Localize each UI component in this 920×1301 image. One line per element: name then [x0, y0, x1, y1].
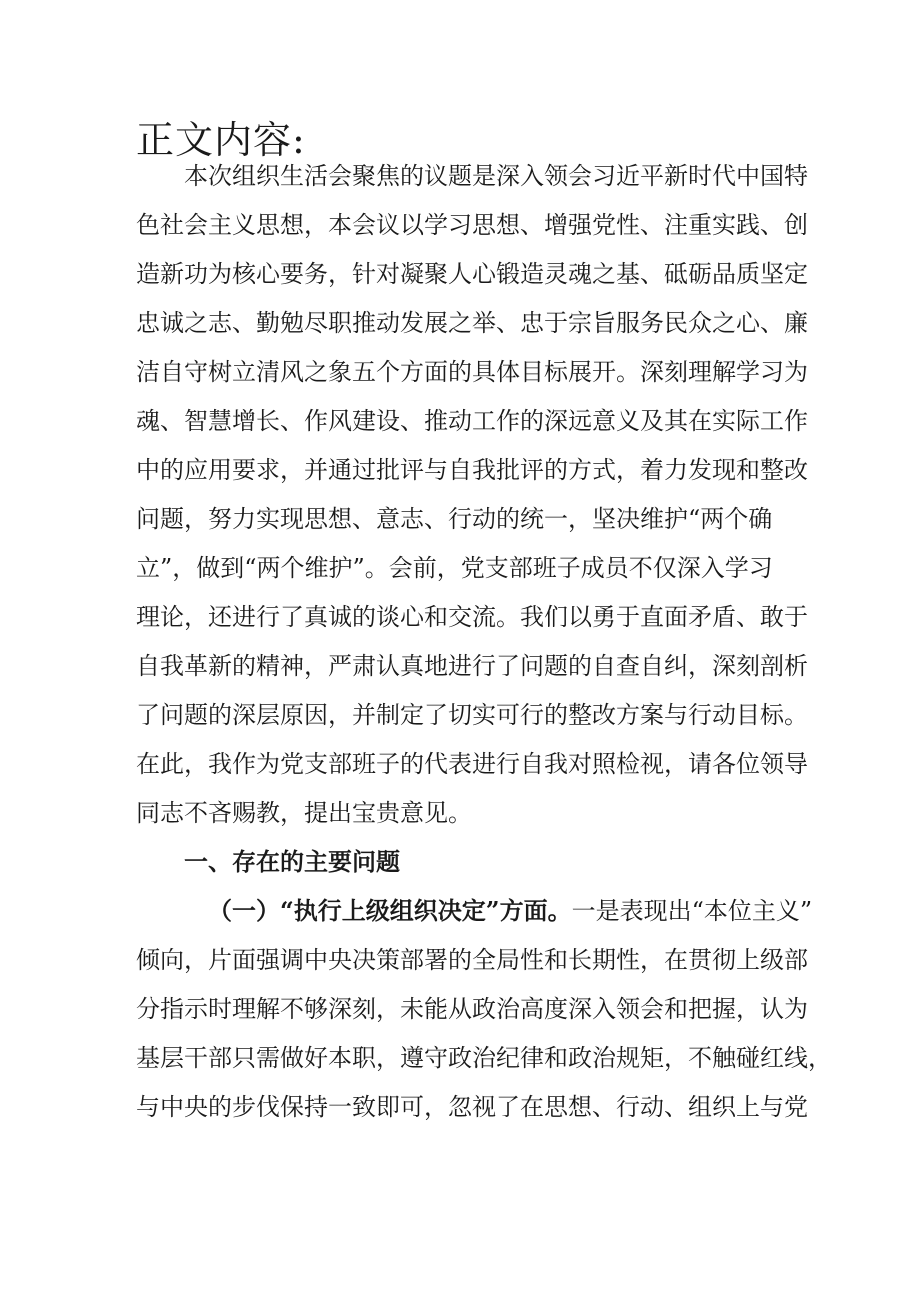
intro-line: 立”，做到“两个维护”。会前，党支部班子成员不仅深入学习: [136, 554, 773, 582]
subsection-line: 基层干部只需做好本职，遵守政治纪律和政治规矩，不触碰红线，: [136, 1044, 832, 1072]
intro-line: 本次组织生活会聚焦的议题是深入领会习近平新时代中国特: [184, 162, 808, 190]
intro-line: 中的应用要求，并通过批评与自我批评的方式，着力发现和整改: [136, 456, 808, 484]
intro-line: 理论，还进行了真诚的谈心和交流。我们以勇于直面矛盾、敢于: [136, 603, 808, 631]
intro-line: 忠诚之志、勤勉尽职推动发展之举、忠于宗旨服务民众之心、廉: [136, 309, 808, 337]
intro-line: 了问题的深层原因，并制定了切实可行的整改方案与行动目标。: [136, 701, 808, 729]
intro-line: 色社会主义思想，本会议以学习思想、增强党性、注重实践、创: [136, 211, 808, 239]
subsection-line: 分指示时理解不够深刻，未能从政治高度深入领会和把握，认为: [136, 995, 808, 1023]
subsection-first-line: [208, 893, 812, 929]
subsection-line: 与中央的步伐保持一致即可，忽视了在思想、行动、组织上与党: [136, 1093, 808, 1121]
intro-line: 魂、智慧增长、作风建设、推动工作的深远意义及其在实际工作: [136, 407, 808, 435]
intro-line: 同志不吝赐教，提出宝贵意见。: [136, 799, 472, 827]
intro-line: 自我革新的精神，严肃认真地进行了问题的自查自纠，深刻剖析: [136, 652, 808, 680]
section-heading: 一、存在的主要问题: [184, 847, 400, 876]
intro-line: 造新功为核心要务，针对凝聚人心锻造灵魂之基、砥砺品质坚定: [136, 260, 808, 288]
subsection-first-line-text: 一是表现出“本位主义”: [571, 897, 813, 925]
intro-line: 洁自守树立清风之象五个方面的具体目标展开。深刻理解学习为: [136, 358, 808, 386]
subsection-heading: （一）“执行上级组织决定”方面。: [208, 896, 572, 925]
page-title: 正文内容:: [136, 118, 306, 162]
intro-line: 问题，努力实现思想、意志、行动的统一，坚决维护“两个确: [136, 505, 773, 533]
subsection-line: 倾向，片面强调中央决策部署的全局性和长期性，在贯彻上级部: [136, 946, 808, 974]
intro-line: 在此，我作为党支部班子的代表进行自我对照检视，请各位领导: [136, 750, 808, 778]
